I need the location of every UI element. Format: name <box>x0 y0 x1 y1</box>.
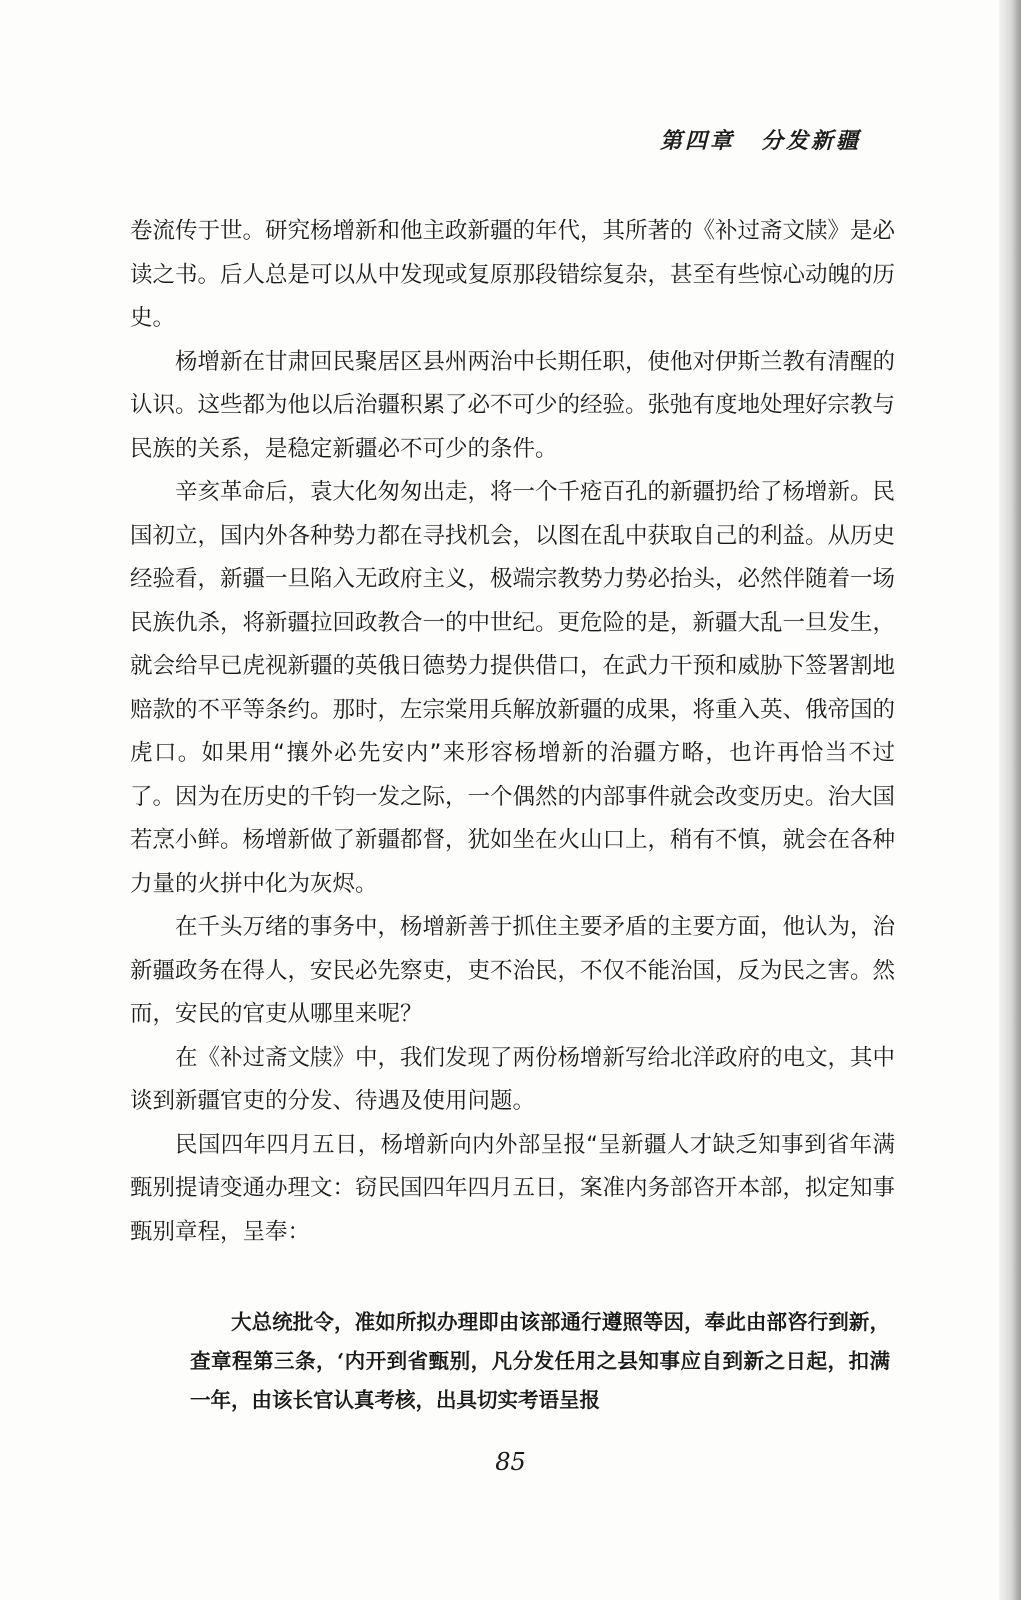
paragraph: 在千头万绪的事务中，杨增新善于抓住主要矛盾的主要方面，他认为，治新疆政务在得人，安民必先察吏，吏不治民，不仅不能治国，反为民之害。然而，安民的官吏从哪里来呢？ <box>130 914 896 1027</box>
paragraph: 杨增新在甘肃回民聚居区县州两治中长期任职，使他对伊斯兰教有清醒的认识。这些都为他以后治疆积累了必不可少的经验。张弛有度地处理好宗教与民族的关系，是稳定新疆必不可少的条件。 <box>130 348 896 462</box>
chapter-title: 分发新疆 <box>761 128 862 154</box>
paragraph: 卷流传于世。研究杨增新和他主政新疆的年代，其所著的《补过斋文牍》是必读之书。后人总是可以从中发现或复原那段错综复杂，甚至有些惊心动魄的历史。 <box>130 218 896 331</box>
quote-text: 大总统批令，准如所拟办理即由该部通行遵照等因，奉此由部咨行到新，查章程第三条，‘内开到省甄别，凡分发任用之县知事应自到新之日起，扣满一年，由该长官认真考核，出具切实考语呈报 <box>190 1310 890 1412</box>
paragraph: 民国四年四月五日，杨增新向内外部呈报“呈新疆人才缺乏知事到省年满甄别提请变通办理文：窃民国四年四月五日，案准内务部咨开本部，拟定知事甄别章程，呈奉： <box>130 1131 896 1245</box>
body-text <box>130 210 895 1254</box>
page-number: 85 <box>495 1448 526 1476</box>
running-header <box>660 124 900 155</box>
paragraph: 辛亥革命后，袁大化匆匆出走，将一个千疮百孔的新疆扔给了杨增新。民国初立，国内外各种势力都在寻找机会，以图在乱中获取自己的利益。从历史经验看，新疆一旦陷入无政府主义，极端宗教势力势必抬头，必然伴随着一场民族仇杀，将新疆拉回政教合一的中世纪。更危险的是，新疆大乱一旦发生，就会给早已虎视新疆的英俄日德势力提供借口，在武力干预和威胁下签署割地赔款的不平等条约。那时，左宗棠用兵解放新疆的成果，将重入英、俄帝国的虎口。如果用“攘外必先安内”来形容杨增新的治疆方略，也许再恰当不过了。因为在历史的千钧一发之际，一个偶然的内部事件就会改变历史。治大国若烹小鲜。杨增新做了新疆都督，犹如坐在火山口上，稍有不慎，就会在各种力量的火拼中化为灰烬。 <box>130 479 896 897</box>
block-quote <box>190 1303 890 1420</box>
paragraph: 在《补过斋文牍》中，我们发现了两份杨增新写给北洋政府的电文，其中谈到新疆官吏的分发、待遇及使用问题。 <box>130 1044 896 1114</box>
chapter-number: 第四章 <box>660 128 736 154</box>
scan-edge-shadow <box>999 0 1021 1600</box>
